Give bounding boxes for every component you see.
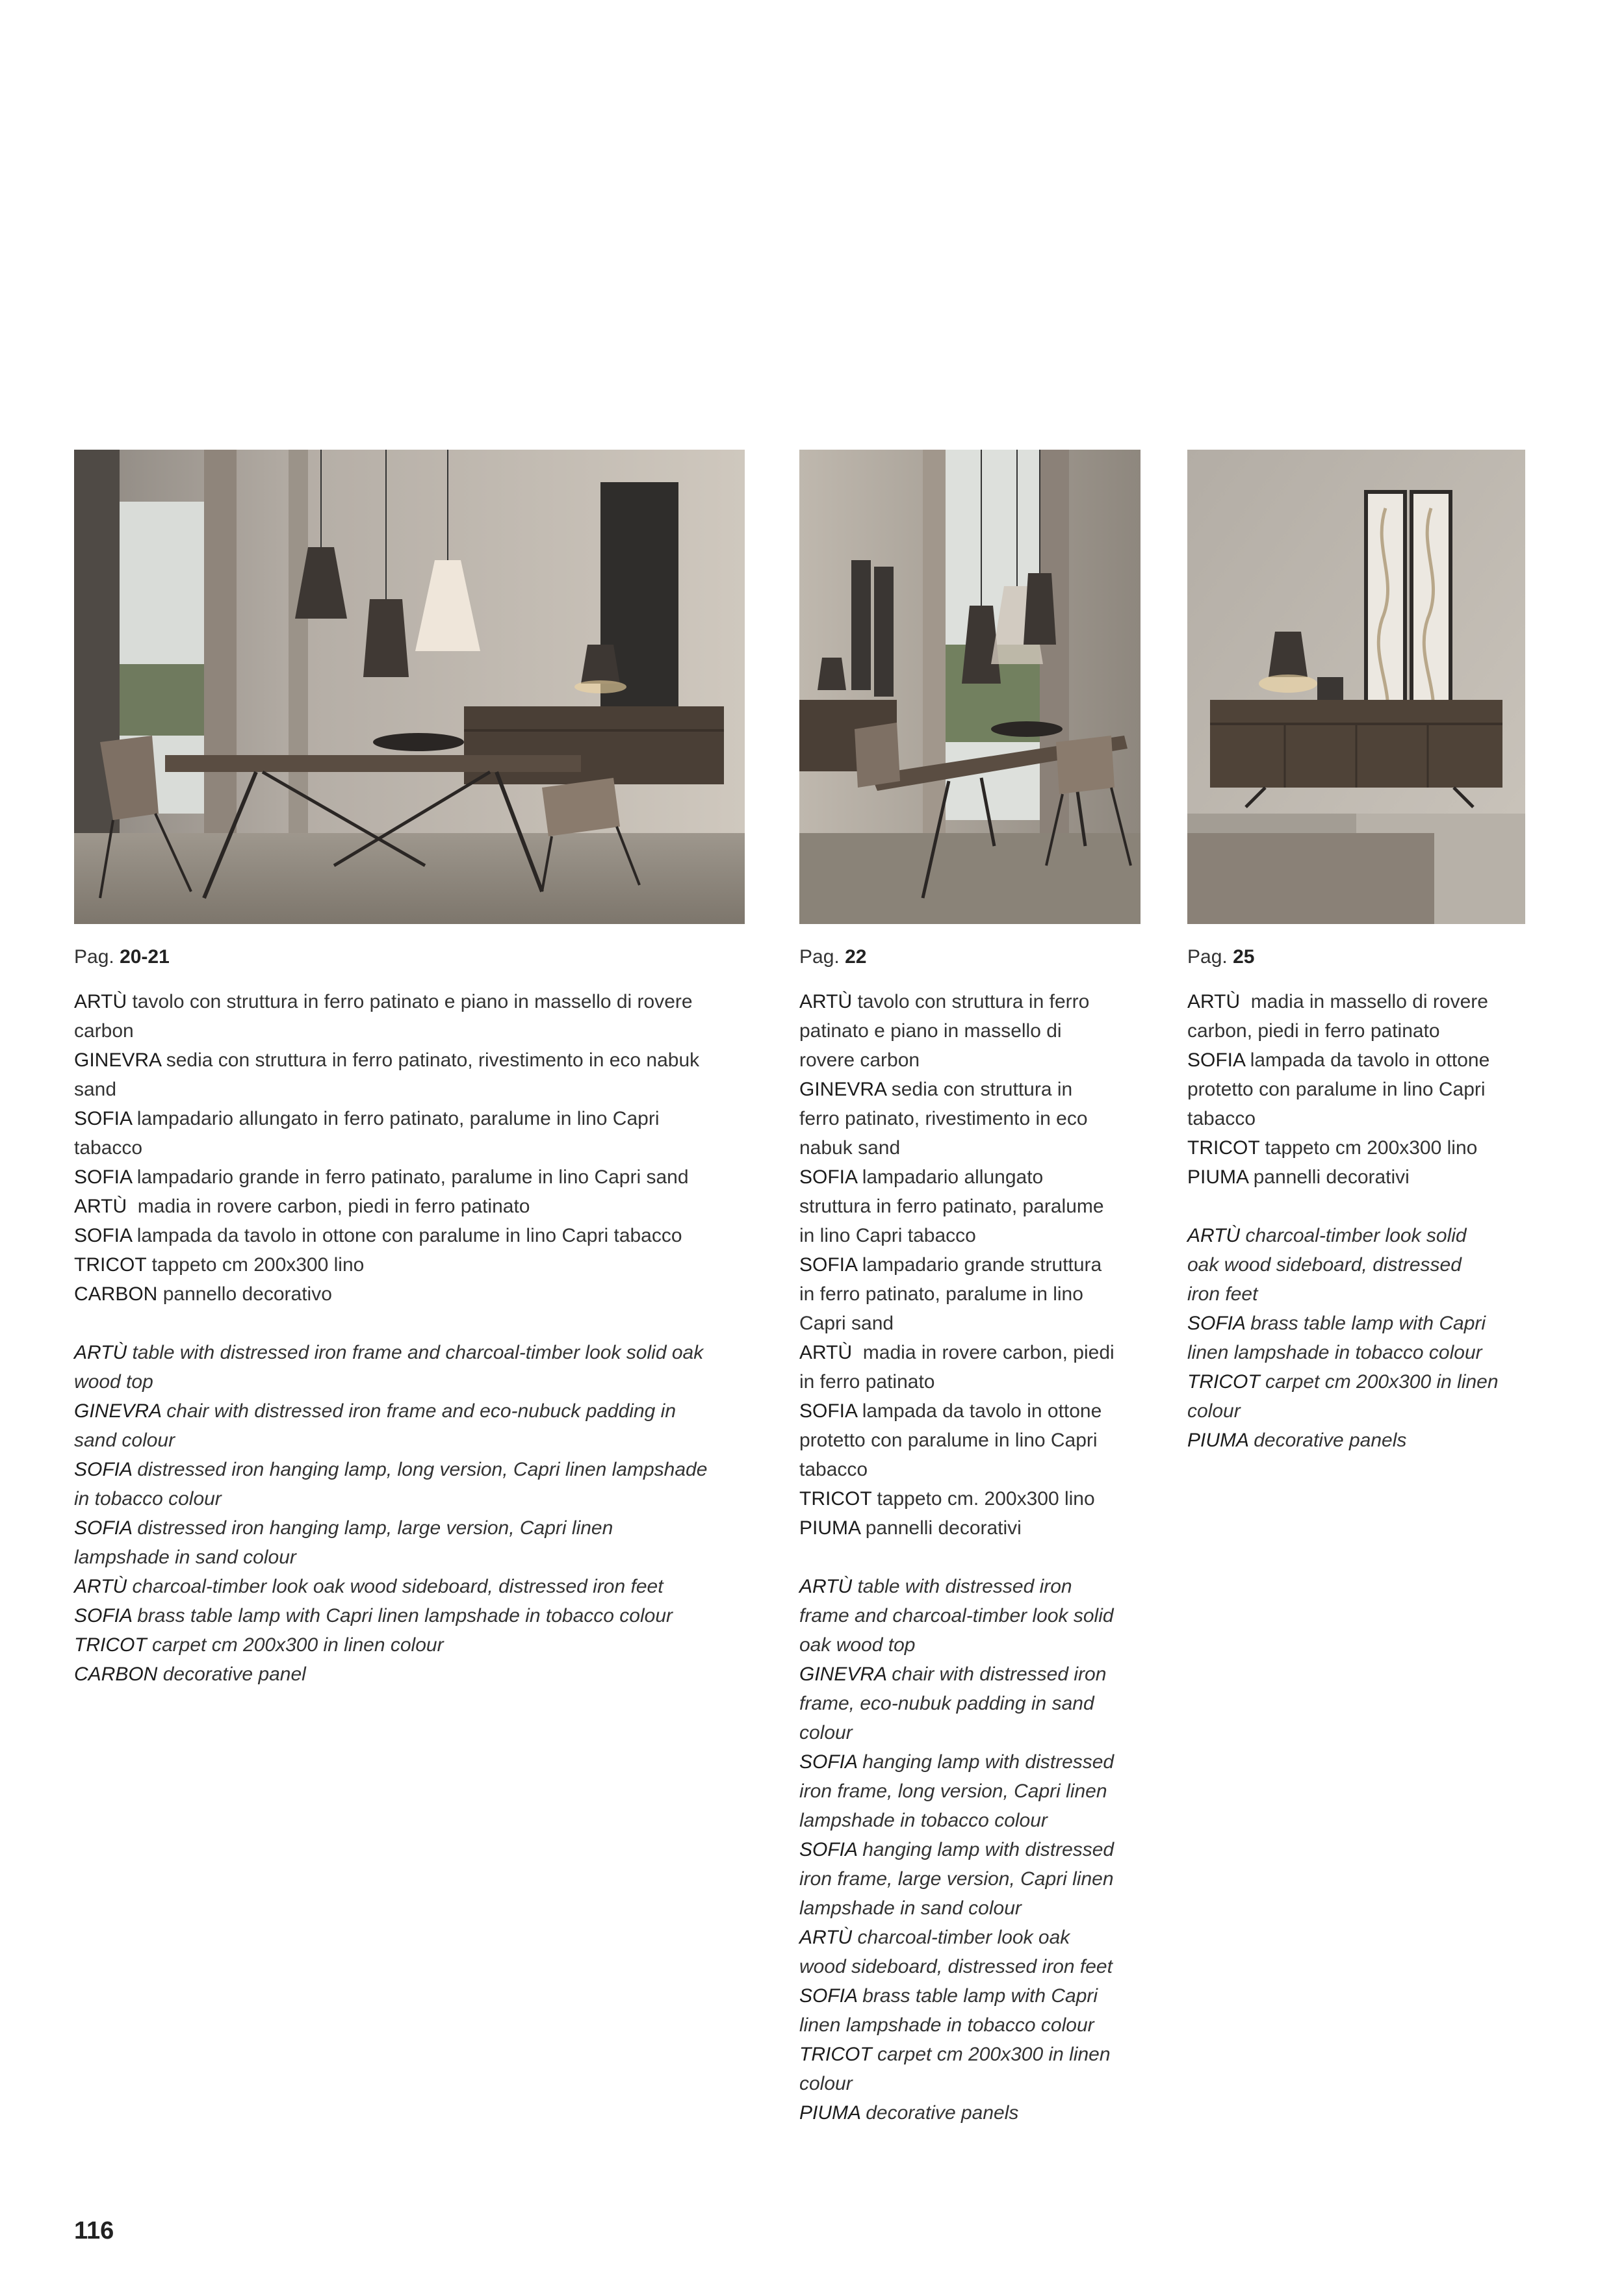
description-line — [1187, 1046, 1525, 1075]
product-description: lampadario allungato — [857, 1166, 1044, 1188]
product-description: protetto con paralume in lino Capri — [1187, 1079, 1486, 1100]
description-line — [1187, 1367, 1525, 1396]
product-description: chair with distressed iron — [886, 1664, 1107, 1685]
description-line — [799, 1630, 1141, 1660]
description-line — [799, 1192, 1141, 1221]
product-description: hanging lamp with distressed — [857, 1751, 1115, 1773]
italian-description — [74, 987, 745, 1309]
page-reference — [74, 942, 745, 971]
description-line — [74, 987, 745, 1016]
product-description: tabacco — [74, 1137, 143, 1159]
product-description: lampshade in sand colour — [74, 1547, 296, 1568]
description-line — [799, 1046, 1141, 1075]
description-line — [1187, 1426, 1525, 1455]
description-line — [799, 1572, 1141, 1601]
photo-dining-room-wide-image — [74, 450, 745, 924]
description-line — [799, 1747, 1141, 1777]
english-description — [799, 1572, 1141, 2127]
product-description: charcoal-timber look oak — [852, 1927, 1070, 1948]
product-name: SOFIA — [74, 1517, 132, 1539]
description-line — [74, 1046, 745, 1075]
product-name: GINEVRA — [799, 1079, 886, 1100]
description-line — [1187, 1338, 1525, 1367]
product-description: carpet cm 200x300 in linen — [1259, 1371, 1499, 1393]
description-line — [74, 1426, 745, 1455]
product-name: ARTÙ — [74, 1576, 127, 1597]
product-description: table with distressed iron frame and charcoal-timber look solid oak — [127, 1342, 704, 1363]
pag-value: 22 — [845, 946, 867, 968]
pag-prefix: Pag. — [1187, 946, 1228, 968]
product-description: frame and charcoal-timber look solid — [799, 1605, 1114, 1626]
description-line — [799, 1338, 1141, 1367]
product-description: madia in rovere carbon, piedi in ferro patinato — [127, 1196, 530, 1217]
description-line — [799, 2098, 1141, 2127]
description-line — [1187, 1309, 1525, 1338]
product-name: TRICOT — [1187, 1137, 1260, 1159]
product-description: wood top — [74, 1371, 153, 1393]
column-pag-25 — [1187, 450, 1525, 1455]
description-line — [799, 1835, 1141, 1864]
description-line — [799, 1689, 1141, 1718]
product-name: CARBON — [74, 1664, 158, 1685]
italian-description — [799, 987, 1141, 1543]
description-line — [74, 1630, 745, 1660]
product-description: in tobacco colour — [74, 1488, 222, 1510]
description-line — [74, 1367, 745, 1396]
product-description: iron frame, large version, Capri linen — [799, 1868, 1114, 1890]
product-name: TRICOT — [74, 1634, 147, 1656]
product-description: decorative panels — [1248, 1430, 1407, 1451]
page-reference — [1187, 942, 1525, 971]
product-name: GINEVRA — [74, 1049, 161, 1071]
description-line — [799, 1279, 1141, 1309]
product-description: in ferro patinato — [799, 1371, 935, 1393]
product-description: lampada da tavolo in ottone — [1244, 1049, 1490, 1071]
product-description: tappeto cm 200x300 lino — [146, 1254, 365, 1276]
photo-dining-room-window — [799, 450, 1141, 924]
pag-prefix: Pag. — [74, 946, 114, 968]
description-line — [799, 1894, 1141, 1923]
description-line — [799, 987, 1141, 1016]
description-line — [799, 1367, 1141, 1396]
product-description: in lino Capri tabacco — [799, 1225, 976, 1246]
product-description: madia in rovere carbon, piedi — [852, 1342, 1115, 1363]
product-name: TRICOT — [1187, 1371, 1260, 1393]
product-name: ARTÙ — [74, 1342, 127, 1363]
product-description: pannelli decorativi — [860, 1517, 1022, 1539]
product-description: pannello decorativo — [157, 1283, 332, 1305]
product-description: tappeto cm 200x300 lino — [1259, 1137, 1478, 1159]
product-description: nabuk sand — [799, 1137, 901, 1159]
description-line — [74, 1016, 745, 1046]
product-name: SOFIA — [74, 1108, 132, 1129]
product-description: tappeto cm. 200x300 lino — [871, 1488, 1095, 1510]
column-pag-20-21 — [74, 450, 745, 1689]
description-line — [799, 1221, 1141, 1250]
description-line — [799, 1016, 1141, 1046]
description-line — [74, 1338, 745, 1367]
product-description: oak wood sideboard, distressed — [1187, 1254, 1462, 1276]
product-description: carbon — [74, 1020, 134, 1042]
product-name: PIUMA — [1187, 1166, 1248, 1188]
product-name: ARTÙ — [1187, 1225, 1241, 1246]
product-name: SOFIA — [74, 1166, 132, 1188]
product-name: SOFIA — [799, 1985, 857, 2007]
product-description: charcoal-timber look oak wood sideboard, distressed iron feet — [127, 1576, 664, 1597]
description-line — [74, 1163, 745, 1192]
product-description: lampadario grande struttura — [857, 1254, 1102, 1276]
product-description: in ferro patinato, paralume in lino — [799, 1283, 1083, 1305]
description-line — [1187, 1075, 1525, 1104]
product-name: SOFIA — [1187, 1313, 1245, 1334]
product-name: ARTÙ — [74, 991, 127, 1012]
description-line — [799, 1601, 1141, 1630]
description-line — [74, 1192, 745, 1221]
column-pag-22 — [799, 450, 1141, 2127]
description-line — [74, 1601, 745, 1630]
product-description: linen lampshade in tobacco colour — [1187, 1342, 1482, 1363]
description-line — [799, 1806, 1141, 1835]
product-description: colour — [799, 1722, 853, 1743]
description-line — [1187, 1133, 1525, 1163]
product-description: iron frame, long version, Capri linen — [799, 1780, 1107, 1802]
description-line — [799, 1864, 1141, 1894]
product-description: carbon, piedi in ferro patinato — [1187, 1020, 1440, 1042]
pag-prefix: Pag. — [799, 946, 840, 968]
product-description: tavolo con struttura in ferro — [852, 991, 1090, 1012]
product-name: SOFIA — [799, 1166, 857, 1188]
description-block — [1187, 987, 1525, 1455]
description-line — [1187, 1163, 1525, 1192]
description-line — [1187, 1221, 1525, 1250]
product-name: SOFIA — [799, 1751, 857, 1773]
product-description: sedia con struttura in ferro patinato, rivestimento in eco nabuk — [161, 1049, 700, 1071]
description-line — [799, 1426, 1141, 1455]
description-line — [74, 1660, 745, 1689]
product-description: brass table lamp with Capri linen lampshade in tobacco colour — [131, 1605, 673, 1626]
description-line — [799, 1981, 1141, 2011]
product-name: ARTÙ — [799, 991, 853, 1012]
english-description — [74, 1338, 745, 1689]
product-name: SOFIA — [799, 1254, 857, 1276]
description-line — [799, 1309, 1141, 1338]
product-description: protetto con paralume in lino Capri — [799, 1430, 1098, 1451]
product-name: ARTÙ — [799, 1576, 853, 1597]
product-name: ARTÙ — [1187, 991, 1241, 1012]
product-description: tabacco — [799, 1459, 868, 1480]
product-name: TRICOT — [799, 2044, 872, 2065]
product-description: charcoal-timber look solid — [1240, 1225, 1467, 1246]
product-description: brass table lamp with Capri — [1244, 1313, 1486, 1334]
paragraph-gap — [799, 1543, 1141, 1572]
product-description: decorative panels — [860, 2102, 1019, 2124]
product-description: tabacco — [1187, 1108, 1256, 1129]
page-number: 116 — [74, 2217, 114, 2244]
description-line — [799, 1163, 1141, 1192]
description-line — [1187, 1016, 1525, 1046]
description-line — [1187, 1104, 1525, 1133]
pag-value: 20-21 — [120, 946, 170, 968]
pag-value: 25 — [1233, 946, 1255, 968]
product-name: SOFIA — [1187, 1049, 1245, 1071]
product-name: TRICOT — [74, 1254, 147, 1276]
product-description: chair with distressed iron frame and eco-nubuck padding in — [161, 1400, 677, 1422]
product-description: lampshade in sand colour — [799, 1897, 1022, 1919]
photo-sideboard-panels-image — [1187, 450, 1525, 924]
english-description — [1187, 1221, 1525, 1455]
description-line — [1187, 1279, 1525, 1309]
product-description: lampadario grande in ferro patinato, paralume in lino Capri sand — [131, 1166, 689, 1188]
product-description: pannelli decorativi — [1248, 1166, 1410, 1188]
product-name: GINEVRA — [74, 1400, 161, 1422]
product-name: SOFIA — [74, 1459, 132, 1480]
product-description: Capri sand — [799, 1313, 894, 1334]
description-line — [74, 1250, 745, 1279]
paragraph-gap — [74, 1309, 745, 1338]
product-name: PIUMA — [799, 1517, 860, 1539]
product-description: carpet cm 200x300 in linen — [871, 2044, 1111, 2065]
product-description: table with distressed iron — [852, 1576, 1072, 1597]
description-line — [1187, 987, 1525, 1016]
product-description: iron feet — [1187, 1283, 1258, 1305]
product-description: sand colour — [74, 1430, 175, 1451]
product-description: sand — [74, 1079, 117, 1100]
product-description: madia in massello di rovere — [1240, 991, 1488, 1012]
description-line — [799, 2069, 1141, 2098]
product-description: hanging lamp with distressed — [857, 1839, 1115, 1860]
product-description: struttura in ferro patinato, paralume — [799, 1196, 1104, 1217]
description-block — [74, 987, 745, 1689]
product-name: PIUMA — [1187, 1430, 1248, 1451]
page-reference — [799, 942, 1141, 971]
description-line — [1187, 1396, 1525, 1426]
product-name: TRICOT — [799, 1488, 872, 1510]
product-name: SOFIA — [799, 1839, 857, 1860]
product-description: lampadario allungato in ferro patinato, paralume in lino Capri — [131, 1108, 660, 1129]
description-line — [74, 1133, 745, 1163]
product-name: PIUMA — [799, 2102, 860, 2124]
product-description: brass table lamp with Capri — [857, 1985, 1098, 2007]
product-description: linen lampshade in tobacco colour — [799, 2014, 1094, 2036]
description-line — [799, 1777, 1141, 1806]
product-description: lampshade in tobacco colour — [799, 1810, 1048, 1831]
product-name: SOFIA — [74, 1605, 132, 1626]
product-name: ARTÙ — [799, 1342, 853, 1363]
product-name: SOFIA — [799, 1400, 857, 1422]
product-name: GINEVRA — [799, 1664, 886, 1685]
product-name: ARTÙ — [74, 1196, 127, 1217]
photo-dining-room-window-image — [799, 450, 1141, 924]
description-block — [799, 987, 1141, 2127]
photo-sideboard-panels — [1187, 450, 1525, 924]
description-line — [799, 1075, 1141, 1104]
product-name: CARBON — [74, 1283, 158, 1305]
description-line — [799, 2011, 1141, 2040]
description-line — [799, 1250, 1141, 1279]
product-description: distressed iron hanging lamp, large version, Capri linen — [131, 1517, 613, 1539]
product-description: colour — [1187, 1400, 1241, 1422]
description-line — [799, 1484, 1141, 1513]
description-line — [799, 1133, 1141, 1163]
description-line — [74, 1455, 745, 1484]
description-line — [74, 1075, 745, 1104]
product-description: ferro patinato, rivestimento in eco — [799, 1108, 1088, 1129]
product-name: SOFIA — [74, 1225, 132, 1246]
product-description: lampada da tavolo in ottone — [857, 1400, 1102, 1422]
description-line — [799, 1952, 1141, 1981]
description-line — [799, 2040, 1141, 2069]
description-line — [74, 1484, 745, 1513]
product-description: colour — [799, 2073, 853, 2094]
product-description: wood sideboard, distressed iron feet — [799, 1956, 1113, 1977]
product-description: sedia con struttura in — [886, 1079, 1073, 1100]
product-description: distressed iron hanging lamp, long version, Capri linen lampshade — [131, 1459, 708, 1480]
product-description: oak wood top — [799, 1634, 916, 1656]
description-line — [74, 1221, 745, 1250]
product-description: carpet cm 200x300 in linen colour — [146, 1634, 444, 1656]
photo-dining-room-wide — [74, 450, 745, 924]
description-line — [799, 1104, 1141, 1133]
description-line — [799, 1660, 1141, 1689]
description-line — [799, 1396, 1141, 1426]
product-description: frame, eco-nubuk padding in sand — [799, 1693, 1094, 1714]
product-description: lampada da tavolo in ottone con paralume in lino Capri tabacco — [131, 1225, 682, 1246]
product-description: rovere carbon — [799, 1049, 920, 1071]
product-description: decorative panel — [157, 1664, 306, 1685]
paragraph-gap — [1187, 1192, 1525, 1221]
product-name: ARTÙ — [799, 1927, 853, 1948]
description-line — [74, 1279, 745, 1309]
description-line — [799, 1513, 1141, 1543]
description-line — [74, 1513, 745, 1543]
product-description: tavolo con struttura in ferro patinato e piano in massello di rovere — [127, 991, 693, 1012]
product-description: patinato e piano in massello di — [799, 1020, 1062, 1042]
description-line — [74, 1572, 745, 1601]
description-line — [1187, 1250, 1525, 1279]
description-line — [74, 1543, 745, 1572]
description-line — [799, 1923, 1141, 1952]
italian-description — [1187, 987, 1525, 1192]
description-line — [799, 1718, 1141, 1747]
description-line — [74, 1104, 745, 1133]
description-line — [799, 1455, 1141, 1484]
description-line — [74, 1396, 745, 1426]
